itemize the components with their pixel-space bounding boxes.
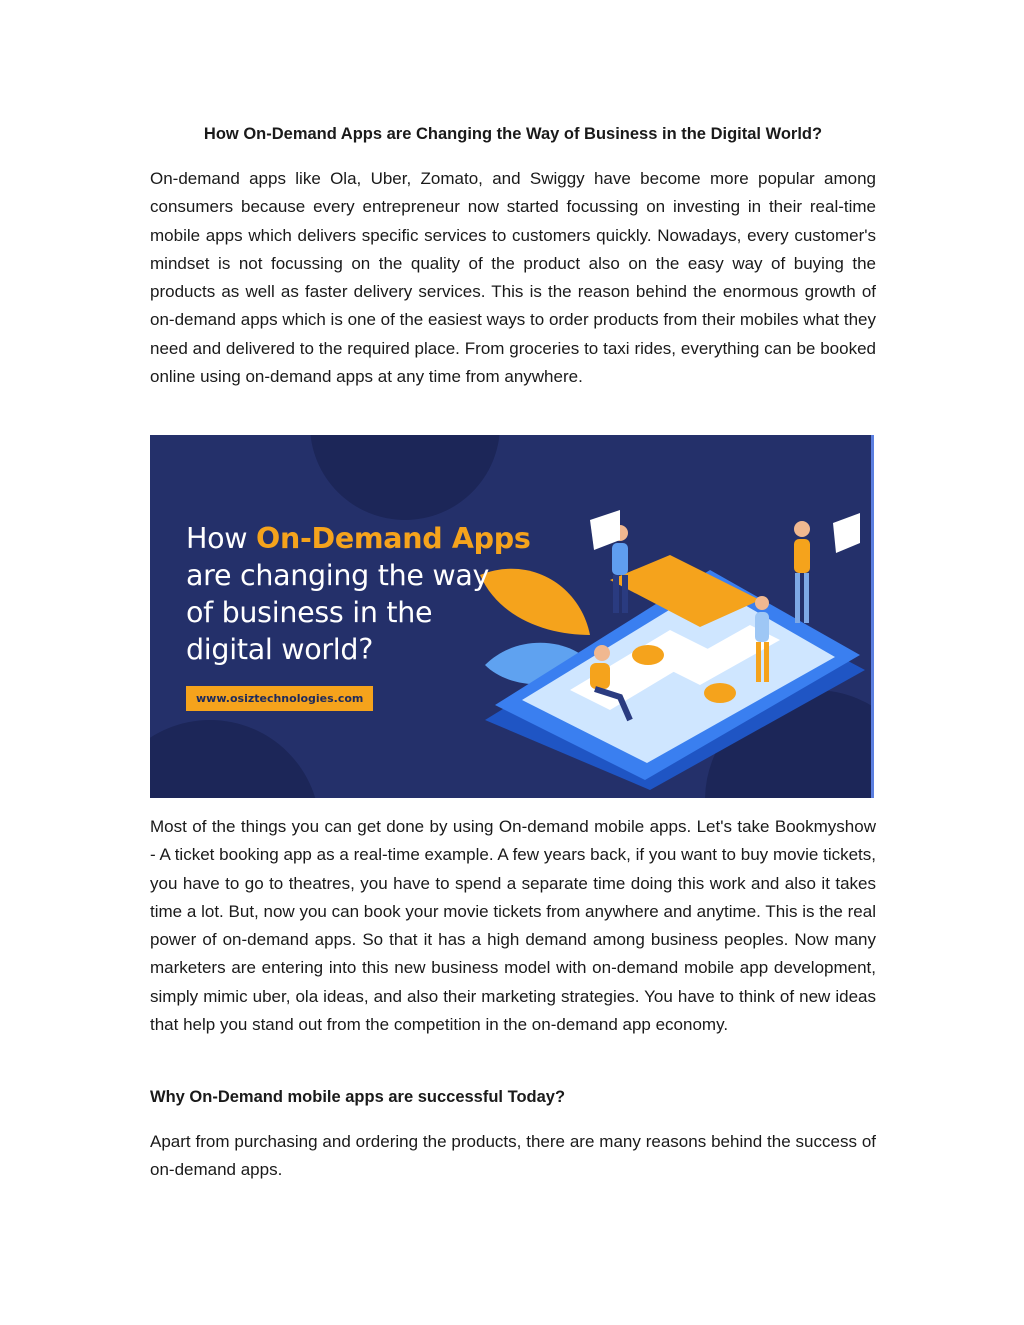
section-heading: Why On-Demand mobile apps are successful Today? [150,1088,566,1106]
person-leg [622,575,628,613]
person-head [755,596,769,610]
person-head [794,521,810,537]
person-leg [795,573,800,623]
person-leg [804,573,809,623]
body-paragraph: Most of the things you can get done by using On-demand mobile apps. Let's take Bookmyshow - A ticket booking app as a real-time example. A few years back, if you want to buy movie tickets, you have to go to theatres, you have to spend a separate time doing this work and also it takes time a lot. But, now you can book your movie tickets from anywhere and anytime. This is the real power of on-demand apps. So that it has a high demand among business peoples. Now many marketers are entering into this new business model with on-demand mobile app development, simply mimic uber, ola ideas, and also their marketing strategies. You have to think of new ideas that help you stand out from the competition in the on-demand app economy. [150,817,876,1035]
coin-icon [632,645,664,665]
person-body [590,663,610,689]
person-leg [756,642,761,682]
person-leg [764,642,769,682]
person-head [594,645,610,661]
bg-blob [150,720,320,798]
banner-line4: digital world? [186,633,374,666]
person-body [794,539,810,573]
banner-line2: are changing the way [186,559,490,592]
bg-blob [310,435,500,520]
banner-line3: of business in the [186,596,433,629]
coin-icon [704,683,736,703]
article-banner-image [150,435,874,798]
image-edge [871,435,874,798]
chat-bubble-icon [833,513,860,553]
person-body [755,612,769,642]
banner-url-badge: www.osiztechnologies.com [186,686,373,711]
article-title: How On-Demand Apps are Changing the Way of Business in the Digital World? [203,125,823,143]
body-paragraph: Apart from purchasing and ordering the products, there are many reasons behind the success of on-demand apps. [150,1132,876,1180]
banner-line1-highlight: On-Demand Apps [256,522,531,555]
person-leg [613,575,619,613]
banner-headline [186,520,531,668]
banner-line1-prefix: How [186,522,257,555]
person-body [612,543,628,575]
intro-paragraph: On-demand apps like Ola, Uber, Zomato, and Swiggy have become more popular among consumers because every entrepreneur now started focussing on investing in their real-time mobile apps which delivers specific services to customers quickly. Nowadays, every customer's mindset is not focussing on the quality of the product also on the easy way of buying the products as well as faster delivery services. This is the reason behind the enormous growth of on-demand apps which is one of the easiest ways to order products from their mobiles what they need and delivered to the required place. From groceries to taxi rides, everything can be booked online using on-demand apps at any time from anywhere. [150,169,876,387]
